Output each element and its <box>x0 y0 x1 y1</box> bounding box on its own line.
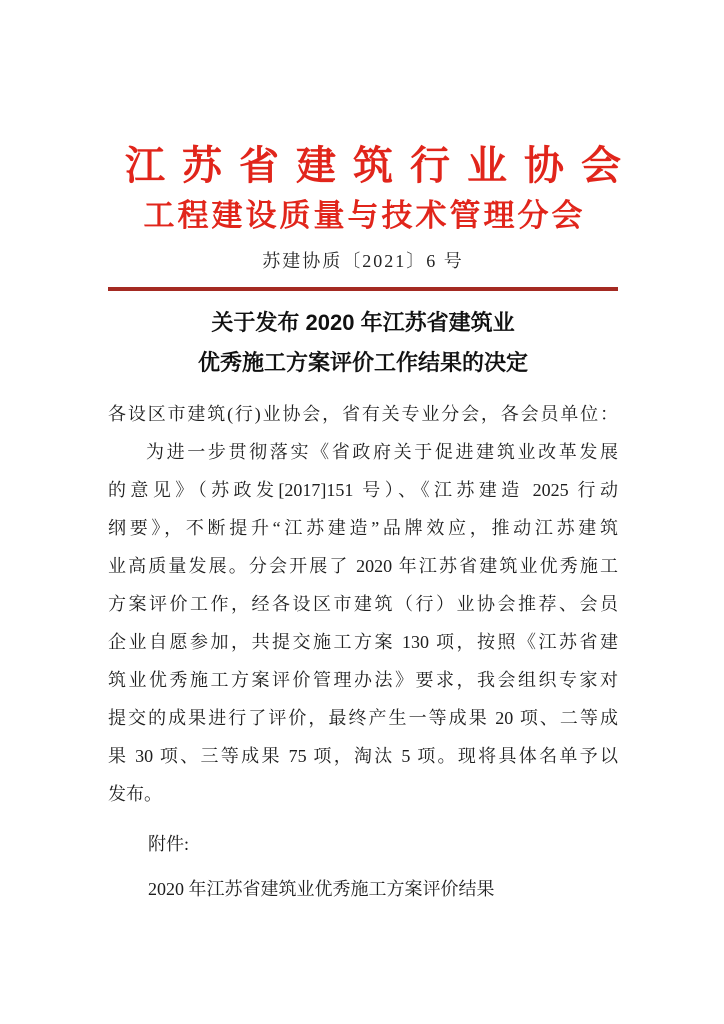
body-paragraph <box>108 433 618 813</box>
body-line: 发布。 <box>108 784 162 804</box>
body-line: 果 30 项、三等成果 75 项，淘汰 5 项。现将具体名单予以 <box>108 746 618 766</box>
body-block <box>108 395 618 813</box>
body-line: 方案评价工作，经各设区市建筑（行）业协会推荐、会员 <box>108 594 618 614</box>
attachment-title: 2020 年江苏省建筑业优秀施工方案评价结果 <box>148 879 495 899</box>
body-line: 纲要》，不断提升“江苏建造”品牌效应，推动江苏建筑 <box>108 518 618 538</box>
body-line: 提交的成果进行了评价，最终产生一等成果 20 项、二等成 <box>108 708 618 728</box>
doc-title <box>108 303 618 383</box>
body-line: 的意见》（苏政发[2017]151 号）、《江苏建造 2025 行动 <box>108 480 618 500</box>
doc-title-line-1: 关于发布 2020 年江苏省建筑业 <box>211 310 515 335</box>
doc-number: 苏建协质〔2021〕6 号 <box>262 251 464 271</box>
doc-title-line-2: 优秀施工方案评价工作结果的决定 <box>197 350 528 375</box>
org-title-main: 江苏省建筑行业协会 <box>125 143 638 188</box>
attachment-label: 附件: <box>148 834 190 854</box>
body-line: 业高质量发展。分会开展了 2020 年江苏省建筑业优秀施工 <box>108 556 618 576</box>
document-content <box>108 0 638 908</box>
red-divider-rule <box>108 287 618 291</box>
body-line: 筑业优秀施工方案评价管理办法》要求，我会组织专家对 <box>108 670 618 690</box>
body-line: 企业自愿参加，共提交施工方案 130 项，按照《江苏省建 <box>108 632 618 652</box>
body-line: 为进一步贯彻落实《省政府关于促进建筑业改革发展 <box>146 442 618 462</box>
org-title-sub: 工程建设质量与技术管理分会 <box>143 198 586 233</box>
salutation-line: 各设区市建筑(行)业协会，省有关专业分会，各会员单位： <box>108 404 618 424</box>
